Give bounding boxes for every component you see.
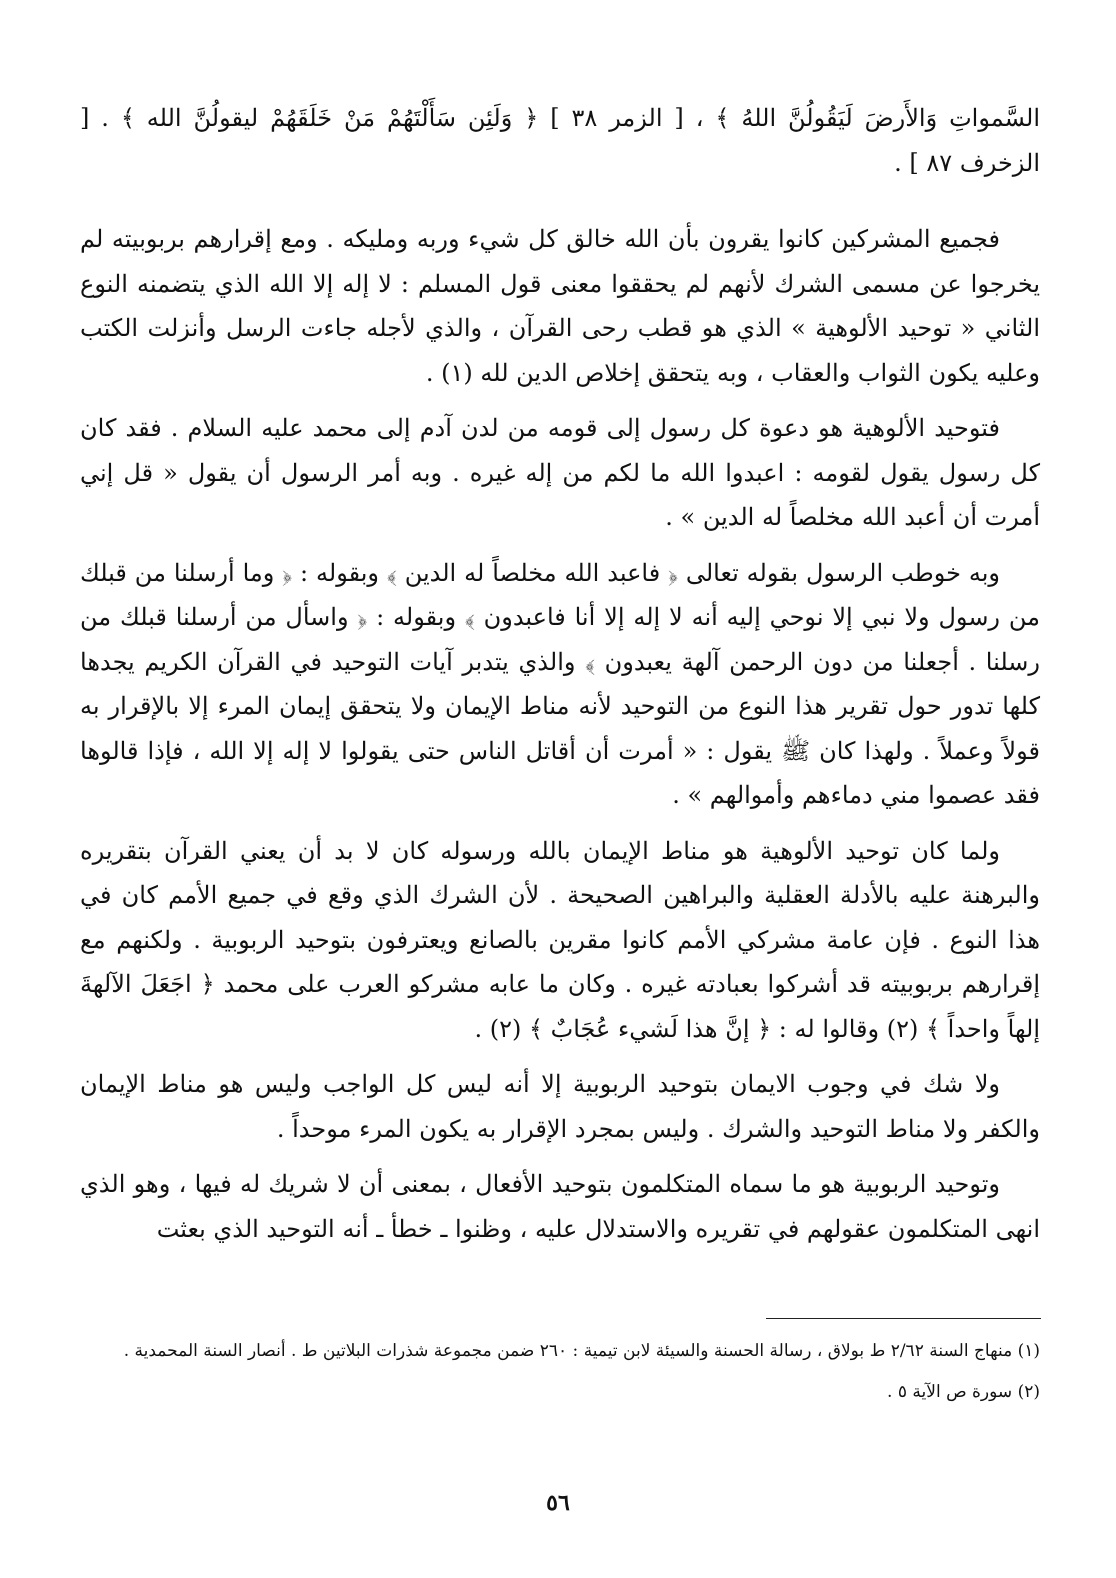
paragraph-tawhid-uluhiyya: فتوحيد الألوهية هو دعوة كل رسول إلى قومه من لدن آدم إلى محمد عليه السلام . فقد كان كل رسول يقول لقومه : اعبدوا الله ما لكم من إله غيره . وبه أمر الرسول أن يقول « قل إني أمرت أن أعبد الله مخلصاً له الدين » . bbox=[80, 414, 1041, 531]
paragraph-addressed-messenger: وبه خوطب الرسول بقوله تعالى ﴿ فاعبد الله مخلصاً له الدين ﴾ وبقوله : ﴿ وما أرسلنا من قبلك من رسول ولا نبي إلا نوحي إليه أنه لا إله إلا أنا فاعبدون ﴾ وبقوله : ﴿ واسأل من أرسلنا قبلك من رسلنا . أجعلنا من دون الرحمن آلهة يعبدون ﴾ والذي يتدبر آيات التوحيد في القرآن الكريم يجدها كلها تدور حول تقرير هذا النوع من التوحيد لأنه مناط الإيمان ولا يتحقق إيمان المرء إلا بالإقرار به قولاً وعملاً . ولهذا كان ﷺ يقول : « أمرت أن أقاتل الناس حتى يقولوا لا إله إلا الله ، فإذا قالوها فقد عصموا مني دماءهم وأموالهم » . bbox=[80, 558, 1040, 809]
footnote-2: (٢) سورة ص الآية ٥ . bbox=[887, 1382, 1040, 1402]
main-text bbox=[80, 96, 1040, 1262]
page-number: ٥٦ bbox=[546, 1490, 570, 1516]
paragraph-theologians: وتوحيد الربوبية هو ما سماه المتكلمون بتوحيد الأفعال ، بمعنى أن لا شريك له فيها ، وهو الذي انهى المتكلمون عقولهم في تقريره والاستدلال عليه ، وظنوا ـ خطأ ـ أنه التوحيد الذي بعثت bbox=[80, 1170, 1040, 1243]
paragraph-quran-affirmation: ولما كان توحيد الألوهية هو مناط الإيمان بالله ورسوله كان لا بد أن يعني القرآن بتقريره والبرهنة عليه بالأدلة العقلية والبراهين الصحيحة . لأن الشرك الذي وقع في جميع الأمم كان في هذا النوع . فإن عامة مشركي الأمم كانوا مقرين بالصانع ويعترفون بتوحيد الربوبية . ولكنهم مع إقرارهم بربوبيته قد أشركوا بعبادته غيره . وكان ما عابه مشركو العرب على محمد ﴿ اجَعَلَ الآلهةَ إلهاً واحداً ﴾ (٢) وقالوا له : ﴿ إنَّ هذا لَشيء عُجَابٌ ﴾ (٢) . bbox=[80, 836, 1040, 1043]
footnote-1: (١) منهاج السنة ٢/٦٢ ط بولاق ، رسالة الحسنة والسيئة لابن تيمية : ٢٦٠ ضمن مجموعة شذرات البلاتين ط . أنصار السنة المحمدية . bbox=[123, 1341, 1040, 1361]
paragraph-verse-continuation: السَّمواتِ وَالأَرضَ لَيَقُولُنَّ اللهُ ﴾ ، [ الزمر ٣٨ ] ﴿ وَلَئِن سَأَلْتَهُمْ مَنْ خَلَقَهُمْ ليقولُنَّ الله ﴾ . [ الزخرف ٨٧ ] . bbox=[80, 104, 1041, 177]
paragraph-rububiyya-obligation: ولا شك في وجوب الايمان بتوحيد الربوبية إلا أنه ليس كل الواجب وليس هو مناط الإيمان والكفر ولا مناط التوحيد والشرك . وليس بمجرد الإقرار به يكون المرء موحداً . bbox=[80, 1070, 1040, 1143]
paragraph-polytheists: فجميع المشركين كانوا يقرون بأن الله خالق كل شيء وربه ومليكه . ومع إقرارهم بربوبيته لم يخرجوا عن مسمى الشرك لأنهم لم يحققوا معنى قول المسلم : لا إله إلا الله الذي يتضمنه النوع الثاني « توحيد الألوهية » الذي هو قطب رحى القرآن ، والذي لأجله جاءت الرسل وأنزلت الكتب وعليه يكون الثواب والعقاب ، وبه يتحقق إخلاص الدين لله (١) . bbox=[80, 225, 1040, 387]
footnotes bbox=[80, 1336, 1040, 1418]
footnote-divider bbox=[766, 1318, 1041, 1319]
